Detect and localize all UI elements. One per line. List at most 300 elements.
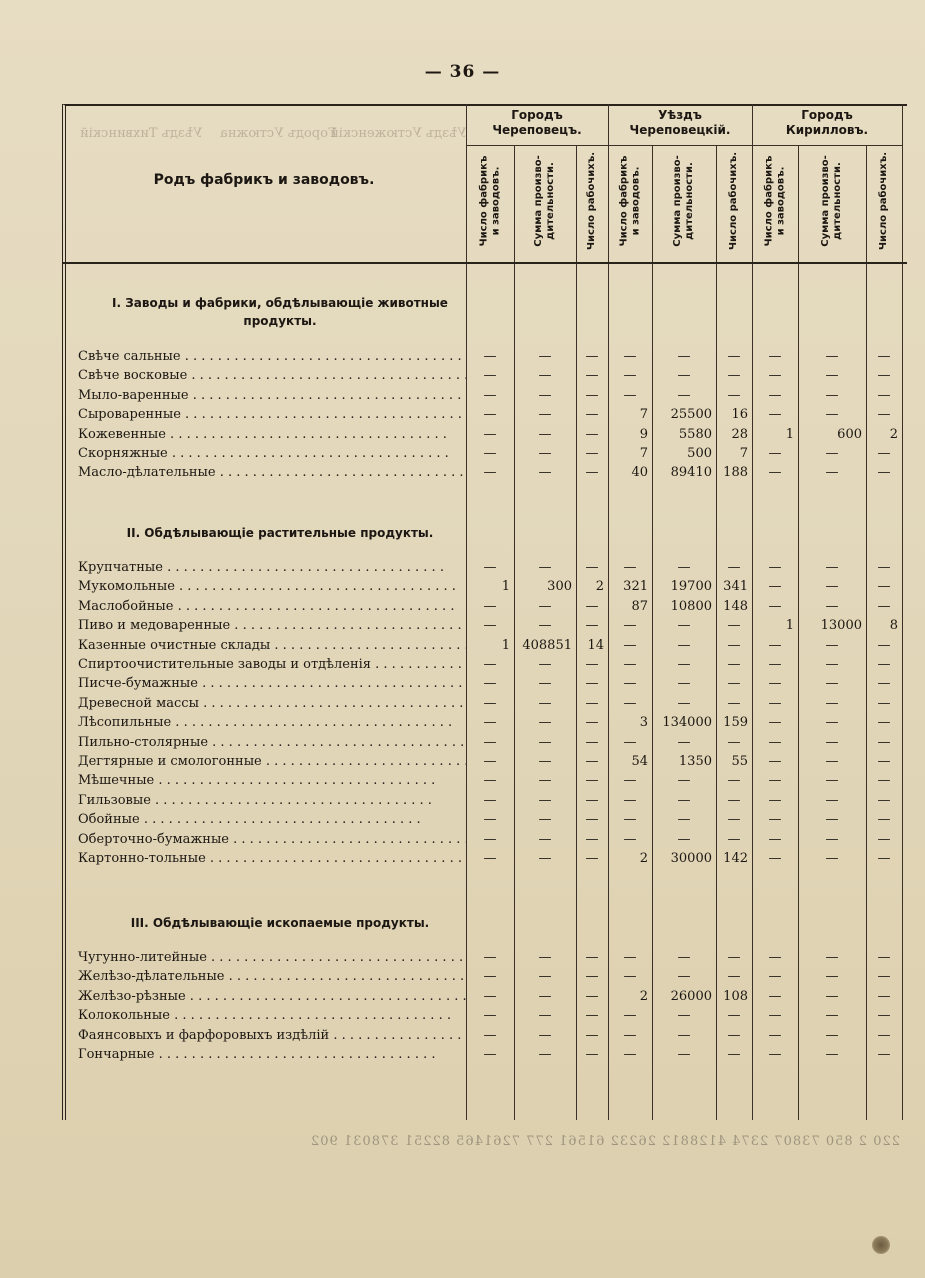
row-cell: —: [877, 831, 891, 847]
row-cell: —: [538, 695, 552, 711]
row-cell: —: [877, 349, 891, 364]
row-cell: —: [825, 988, 839, 1004]
row-label: Лѣсопильные . . .: [78, 715, 466, 730]
row-cell: —: [825, 754, 839, 769]
row-cell: —: [585, 657, 599, 672]
row-cell: —: [768, 851, 782, 866]
column-header-4: [608, 145, 652, 257]
row-cell: —: [677, 657, 691, 672]
row-cell: —: [538, 618, 552, 634]
table-row: [0, 754, 925, 773]
row-cell: —: [585, 1027, 599, 1043]
row-cell: 134000: [662, 715, 712, 731]
row-cell: —: [825, 387, 839, 403]
row-cell: —: [483, 1027, 497, 1043]
row-cell: —: [585, 1047, 599, 1062]
column-header-label: Число рабочихъ.: [878, 151, 889, 251]
row-cell: —: [825, 792, 839, 808]
column-header-label: Сумма произво- дительности.: [533, 155, 557, 247]
row-cell: —: [877, 1008, 891, 1024]
table-row: [0, 696, 925, 715]
row-cell: —: [877, 598, 891, 614]
row-cell: —: [623, 618, 637, 634]
row-cell: 16: [731, 407, 748, 423]
row-cell: —: [585, 831, 599, 847]
row-label: Казенные очистные склады . . .: [78, 638, 466, 653]
row-cell: —: [877, 988, 891, 1004]
group-title: Городъ: [511, 108, 563, 122]
group-header-cherepovets-district: [608, 108, 752, 138]
row-cell: —: [768, 349, 782, 364]
row-cell: —: [585, 773, 599, 789]
row-label: Мѣшечные . . .: [78, 773, 466, 788]
row-cell: —: [825, 657, 839, 672]
row-cell: —: [825, 1027, 839, 1043]
row-cell: —: [677, 637, 691, 653]
row-cell: —: [483, 792, 497, 808]
row-cell: —: [677, 831, 691, 847]
show-through-bottom-line: 220 2 850 73807 2374 4128812 26232 61561 277 7261465 82251 378031 902: [309, 1134, 900, 1149]
show-through-header-3: Уѣздъ Устюженскій: [330, 126, 467, 141]
row-cell: 5580: [678, 426, 712, 442]
column-header-label: Число рабочихъ.: [728, 151, 739, 251]
row-cell: —: [585, 715, 599, 731]
row-cell: —: [483, 657, 497, 672]
row-cell: —: [623, 387, 637, 403]
row-cell: —: [623, 773, 637, 789]
row-cell: —: [483, 715, 497, 731]
row-cell: —: [677, 368, 691, 384]
row-cell: —: [538, 598, 552, 614]
row-cell: —: [768, 1008, 782, 1024]
row-cell: —: [877, 579, 891, 595]
row-cell: —: [877, 368, 891, 384]
row-cell: —: [677, 387, 691, 403]
table-row: [0, 368, 925, 387]
row-cell: —: [483, 988, 497, 1004]
row-label: Сыроваренные . . .: [78, 407, 466, 422]
row-cell: —: [623, 676, 637, 692]
row-label: Гончарные . . .: [78, 1047, 466, 1062]
row-cell: 188: [723, 465, 748, 481]
row-cell: —: [585, 676, 599, 692]
table-row: [0, 735, 925, 754]
row-cell: —: [623, 349, 637, 364]
row-cell: —: [585, 695, 599, 711]
row-cell: —: [585, 812, 599, 828]
row-cell: —: [677, 618, 691, 634]
row-cell: —: [877, 676, 891, 692]
table-row: [0, 427, 925, 446]
row-label: Гильзовые . . .: [78, 793, 466, 808]
row-cell: —: [877, 812, 891, 828]
row-cell: 2: [889, 426, 898, 442]
row-cell: —: [877, 851, 891, 866]
row-cell: —: [768, 969, 782, 985]
row-cell: —: [677, 792, 691, 808]
row-cell: —: [877, 950, 891, 965]
table-row: [0, 676, 925, 695]
row-cell: 3: [639, 715, 648, 731]
group-header-cherepovets-city: [466, 108, 608, 138]
row-cell: —: [727, 812, 741, 828]
column-header-9: [866, 145, 902, 257]
row-cell: —: [825, 560, 839, 575]
row-cell: —: [585, 950, 599, 965]
row-cell: 2: [595, 579, 604, 595]
row-cell: —: [483, 465, 497, 481]
row-cell: —: [825, 969, 839, 985]
row-label: Мыло-варенные . . .: [78, 388, 466, 403]
row-cell: —: [825, 695, 839, 711]
row-cell: —: [825, 1047, 839, 1062]
row-cell: —: [727, 387, 741, 403]
row-cell: —: [768, 715, 782, 731]
row-cell: 1: [785, 426, 794, 442]
row-cell: —: [483, 773, 497, 789]
row-cell: —: [538, 1008, 552, 1024]
table-row: [0, 657, 925, 676]
row-cell: —: [483, 446, 497, 461]
row-cell: 1: [501, 579, 510, 595]
row-label: Обойные . . .: [78, 812, 466, 827]
row-cell: —: [483, 426, 497, 442]
row-cell: —: [483, 407, 497, 423]
column-header-label: Число фабрикъ и заводовъ.: [618, 155, 641, 247]
row-cell: —: [538, 465, 552, 481]
row-cell: —: [768, 579, 782, 595]
section-title-3: III. Обдѣлывающіе ископаемые продукты.: [130, 916, 430, 930]
row-label: Спиртоочистительные заводы и отдѣленія . . .: [78, 657, 466, 672]
row-label: Писче-бумажные . . .: [78, 676, 466, 691]
row-cell: —: [877, 695, 891, 711]
row-cell: —: [538, 734, 552, 750]
row-cell: —: [727, 950, 741, 965]
row-cell: 55: [731, 754, 748, 769]
row-label: Картонно-тольные . . .: [78, 851, 466, 866]
column-header-2: [514, 145, 576, 257]
show-through-header-1: Уѣздъ Тихвинскій: [80, 126, 203, 141]
row-cell: —: [825, 349, 839, 364]
row-cell: —: [623, 969, 637, 985]
column-header-7: [752, 145, 798, 257]
table-row: [0, 793, 925, 812]
row-cell: —: [585, 988, 599, 1004]
row-cell: —: [727, 773, 741, 789]
row-cell: —: [483, 618, 497, 634]
table-row: [0, 989, 925, 1008]
row-cell: —: [877, 387, 891, 403]
row-cell: —: [768, 831, 782, 847]
row-cell: —: [768, 465, 782, 481]
row-cell: 89410: [670, 465, 712, 481]
row-cell: —: [877, 407, 891, 423]
column-header-8: [798, 145, 866, 257]
column-header-label: Число фабрикъ и заводовъ.: [763, 155, 786, 247]
group-subtitle: Череповецъ.: [492, 123, 582, 137]
row-cell: 1: [785, 618, 794, 634]
row-cell: —: [483, 368, 497, 384]
row-label: Кожевенные . . .: [78, 427, 466, 442]
table-row: [0, 349, 925, 368]
row-cell: —: [585, 349, 599, 364]
row-label: Колокольные . . .: [78, 1008, 466, 1023]
show-through-header-2: Городъ Устюжна: [220, 126, 337, 141]
column-header-label: Число фабрикъ и заводовъ.: [478, 155, 501, 247]
row-cell: 1: [501, 637, 510, 653]
column-header-label: Сумма произво- дительности.: [820, 155, 844, 247]
row-cell: —: [538, 1047, 552, 1062]
row-cell: —: [877, 792, 891, 808]
row-cell: —: [538, 851, 552, 866]
column-header-label: Число рабочихъ.: [586, 151, 597, 251]
table-row: [0, 407, 925, 426]
page-number: — 36 —: [424, 62, 501, 82]
stub-title: Родъ фабрикъ и заводовъ.: [153, 172, 375, 188]
row-cell: —: [677, 1047, 691, 1062]
table-row: [0, 832, 925, 851]
row-cell: —: [483, 831, 497, 847]
row-cell: —: [585, 792, 599, 808]
row-cell: —: [585, 426, 599, 442]
row-label: Древесной массы . . .: [78, 696, 466, 711]
row-cell: —: [768, 734, 782, 750]
row-cell: 408851: [522, 637, 572, 653]
row-cell: 1350: [678, 754, 712, 769]
row-cell: 7: [639, 446, 648, 461]
row-cell: —: [623, 792, 637, 808]
row-cell: —: [538, 368, 552, 384]
row-cell: —: [538, 715, 552, 731]
row-label: Дегтярные и смологонные . . .: [78, 754, 466, 769]
row-cell: —: [483, 560, 497, 575]
row-cell: —: [538, 657, 552, 672]
row-cell: 341: [723, 579, 748, 595]
row-cell: —: [623, 1047, 637, 1062]
row-cell: —: [483, 950, 497, 965]
table-row: [0, 388, 925, 407]
row-cell: —: [483, 1047, 497, 1062]
row-cell: —: [623, 368, 637, 384]
row-cell: —: [585, 851, 599, 866]
row-cell: —: [677, 676, 691, 692]
row-cell: —: [538, 407, 552, 423]
row-label: Оберточно-бумажные . . .: [78, 832, 466, 847]
row-cell: 26000: [670, 988, 712, 1004]
row-label: Желѣзо-дѣлательные . . .: [78, 969, 466, 984]
row-cell: —: [585, 407, 599, 423]
row-cell: —: [483, 754, 497, 769]
row-cell: 9: [639, 426, 648, 442]
row-cell: 28: [731, 426, 748, 442]
row-cell: —: [538, 676, 552, 692]
row-cell: 2: [639, 988, 648, 1004]
row-cell: 54: [631, 754, 648, 769]
row-cell: —: [585, 446, 599, 461]
table-row: [0, 851, 925, 870]
row-cell: —: [727, 695, 741, 711]
row-cell: —: [768, 598, 782, 614]
row-cell: —: [825, 407, 839, 423]
row-cell: —: [538, 812, 552, 828]
row-cell: —: [483, 695, 497, 711]
row-label: Пильно-столярные . . .: [78, 735, 466, 750]
row-cell: —: [727, 618, 741, 634]
row-cell: —: [585, 387, 599, 403]
row-cell: —: [483, 969, 497, 985]
row-cell: —: [768, 637, 782, 653]
row-cell: —: [768, 676, 782, 692]
row-cell: 25500: [670, 407, 712, 423]
row-cell: —: [768, 407, 782, 423]
row-cell: —: [727, 1047, 741, 1062]
row-cell: —: [677, 969, 691, 985]
column-header-label: Сумма произво- дительности.: [672, 155, 696, 247]
row-cell: —: [727, 560, 741, 575]
row-cell: —: [623, 637, 637, 653]
row-cell: 148: [723, 598, 748, 614]
row-cell: 40: [631, 465, 648, 481]
row-cell: —: [877, 773, 891, 789]
row-cell: —: [825, 812, 839, 828]
row-cell: —: [623, 1027, 637, 1043]
row-cell: —: [538, 349, 552, 364]
row-cell: —: [677, 812, 691, 828]
row-cell: —: [877, 637, 891, 653]
row-cell: —: [538, 387, 552, 403]
row-cell: —: [825, 598, 839, 614]
column-header-5: [652, 145, 716, 257]
row-cell: —: [623, 950, 637, 965]
row-cell: —: [677, 950, 691, 965]
row-cell: —: [538, 426, 552, 442]
row-cell: —: [768, 754, 782, 769]
row-cell: 14: [587, 637, 604, 653]
row-cell: —: [623, 734, 637, 750]
row-cell: —: [727, 637, 741, 653]
row-cell: —: [727, 734, 741, 750]
row-label: Масло-дѣлательные . . .: [78, 465, 466, 480]
row-label: Маслобойные . . .: [78, 599, 466, 614]
row-cell: —: [727, 1008, 741, 1024]
row-cell: —: [768, 1027, 782, 1043]
table-row: [0, 579, 925, 598]
row-cell: —: [877, 446, 891, 461]
group-header-kirillov-city: [752, 108, 902, 138]
row-cell: —: [677, 1008, 691, 1024]
row-cell: —: [538, 950, 552, 965]
row-cell: —: [483, 1008, 497, 1024]
row-cell: —: [825, 446, 839, 461]
row-cell: —: [727, 657, 741, 672]
row-cell: —: [877, 1027, 891, 1043]
row-cell: —: [677, 560, 691, 575]
table-row: [0, 1008, 925, 1027]
row-cell: —: [623, 831, 637, 847]
row-cell: —: [768, 368, 782, 384]
row-cell: —: [877, 715, 891, 731]
row-cell: —: [538, 446, 552, 461]
table-row: [0, 560, 925, 579]
row-cell: —: [483, 387, 497, 403]
row-cell: —: [585, 560, 599, 575]
row-cell: 13000: [820, 618, 862, 634]
row-cell: —: [538, 831, 552, 847]
row-label: Свѣче сальные . . .: [78, 349, 466, 364]
row-cell: —: [677, 695, 691, 711]
row-cell: —: [623, 1008, 637, 1024]
row-cell: —: [727, 792, 741, 808]
row-cell: —: [825, 676, 839, 692]
row-cell: —: [825, 734, 839, 750]
row-cell: —: [727, 969, 741, 985]
row-cell: —: [585, 969, 599, 985]
row-cell: —: [768, 657, 782, 672]
row-cell: 500: [687, 446, 712, 461]
row-cell: —: [877, 560, 891, 575]
column-header-6: [716, 145, 752, 257]
column-header-3: [576, 145, 608, 257]
row-cell: —: [538, 792, 552, 808]
table-row: [0, 950, 925, 969]
row-cell: —: [877, 754, 891, 769]
row-cell: 600: [837, 426, 862, 442]
row-cell: —: [825, 715, 839, 731]
row-cell: —: [825, 773, 839, 789]
row-cell: —: [768, 446, 782, 461]
row-label: Чугунно-литейные . . .: [78, 950, 466, 965]
row-cell: —: [877, 1047, 891, 1062]
ink-stain: [872, 1236, 890, 1254]
table-row: [0, 465, 925, 484]
row-cell: —: [623, 560, 637, 575]
row-cell: —: [483, 851, 497, 866]
row-cell: 7: [639, 407, 648, 423]
row-label: Желѣзо-рѣзные . . .: [78, 989, 466, 1004]
row-cell: 159: [723, 715, 748, 731]
row-cell: —: [768, 387, 782, 403]
row-cell: —: [538, 988, 552, 1004]
table-row: [0, 1047, 925, 1066]
table-row: [0, 812, 925, 831]
row-cell: 30000: [670, 851, 712, 866]
row-label: Свѣче восковые . . .: [78, 368, 466, 383]
row-cell: —: [768, 950, 782, 965]
row-cell: —: [677, 1027, 691, 1043]
row-cell: —: [538, 754, 552, 769]
row-cell: 321: [623, 579, 648, 595]
row-cell: —: [768, 792, 782, 808]
row-cell: —: [877, 734, 891, 750]
row-cell: —: [877, 969, 891, 985]
row-cell: —: [825, 465, 839, 481]
table-row: [0, 638, 925, 657]
row-cell: 300: [547, 579, 572, 595]
row-cell: —: [825, 368, 839, 384]
row-cell: —: [585, 754, 599, 769]
row-cell: —: [727, 1027, 741, 1043]
table-row: [0, 969, 925, 988]
row-cell: —: [585, 734, 599, 750]
row-cell: —: [677, 773, 691, 789]
table-row: [0, 618, 925, 637]
row-cell: 7: [739, 446, 748, 461]
row-cell: —: [483, 676, 497, 692]
row-cell: —: [768, 988, 782, 1004]
row-label: Фаянсовыхъ и фарфоровыхъ издѣлій . . .: [78, 1028, 466, 1043]
row-cell: —: [483, 598, 497, 614]
header-bottom-rule: [62, 262, 907, 264]
